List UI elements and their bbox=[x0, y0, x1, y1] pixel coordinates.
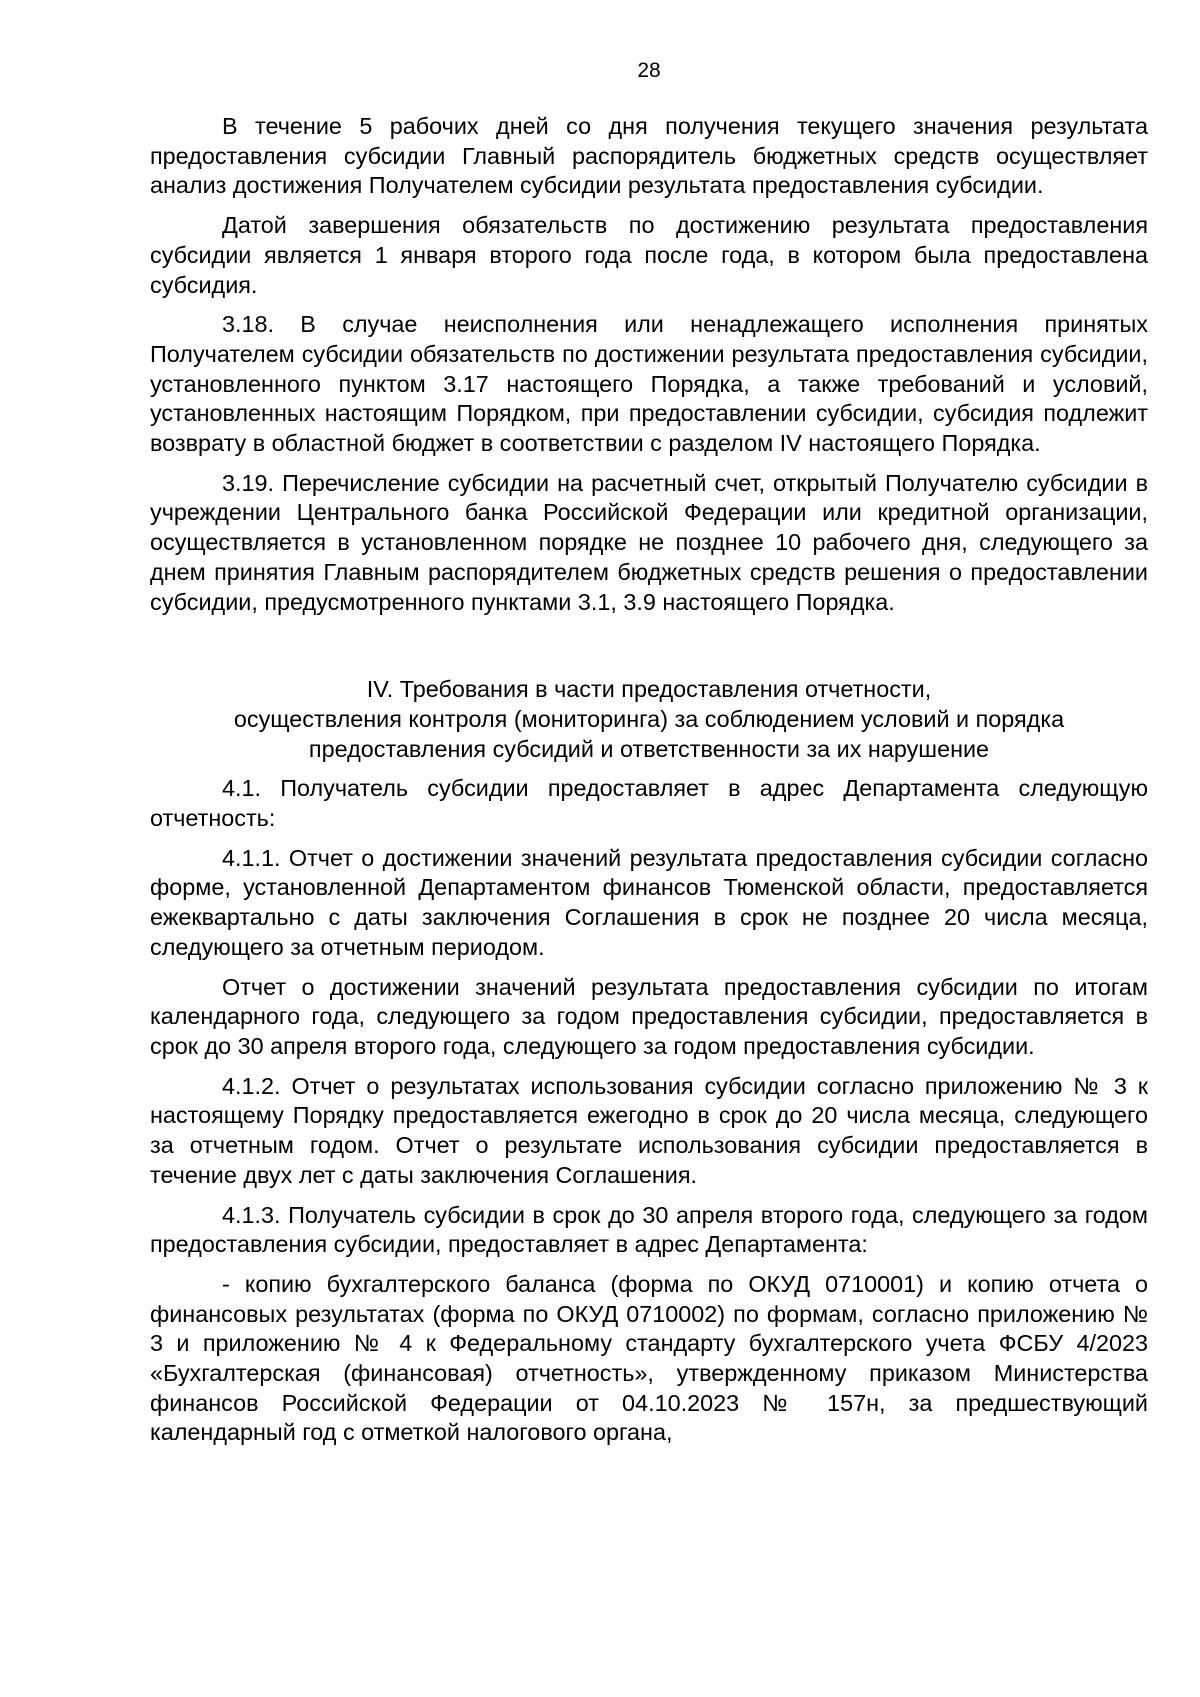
page-number: 28 bbox=[637, 59, 661, 82]
document-page bbox=[150, 56, 1148, 1458]
section-heading-line: предоставления субсидий и ответственности за их нарушение bbox=[308, 735, 990, 762]
paragraph-results-analysis: В течение 5 рабочих дней со дня получения текущего значения результата предоставления субсидии Главный распорядитель бюджетных средств осуществляет анализ достижения Получателем субсидии результата предоставления субсидии. bbox=[150, 113, 1148, 199]
paragraph-annual-report: Отчет о достижении значений результата предоставления субсидии по итогам календарного года, следующего за годом предоставления субсидии, предоставляется в срок до 30 апреля второго года, следующего за годом предоставления субсидии. bbox=[150, 973, 1148, 1059]
paragraph-4-1-2: 4.1.2. Отчет о результатах использования субсидии согласно приложению № 3 к настоящему Порядку предоставляется ежегодно в срок до 20 числа месяца, следующего за отчетным годом. Отчет о результате использования субсидии предоставляется в течение двух лет с даты заключения Соглашения. bbox=[150, 1072, 1148, 1188]
section-heading-iv bbox=[150, 675, 1148, 764]
paragraph-4-1-3: 4.1.3. Получатель субсидии в срок до 30 апреля второго года, следующего за годом предоставления субсидии, предоставляет в адрес Департамента: bbox=[150, 1201, 1148, 1258]
paragraph-balance-copy: - копию бухгалтерского баланса (форма по ОКУД 0710001) и копию отчета о финансовых результатах (форма по ОКУД 0710002) по формам, согласно приложению № 3 и приложению № 4 к Федеральному стандарту бухгалтерского учета ФСБУ 4/2023 «Бухгалтерская (финансовая) отчетность», утвержденному приказом Министерства финансов Российской Федерации от 04.10.2023 № 157н, за предшествующий календарный год с отметкой налогового органа, bbox=[150, 1270, 1148, 1446]
paragraph-3-19: 3.19. Перечисление субсидии на расчетный счет, открытый Получателю субсидии в учреждении Центрального банка Российской Федерации или кредитной организации, осуществляется в установленном порядке не позднее 10 рабочего дня, следующего за днем принятия Главным распорядителем бюджетных средств решения о предоставлении субсидии, предусмотренного пунктами 3.1, 3.9 настоящего Порядка. bbox=[150, 469, 1148, 615]
section-heading-line: осуществления контроля (мониторинга) за соблюдением условий и порядка bbox=[233, 705, 1065, 732]
paragraph-4-1: 4.1. Получатель субсидии предоставляет в адрес Департамента следующую отчетность: bbox=[150, 775, 1148, 832]
paragraph-4-1-1: 4.1.1. Отчет о достижении значений результата предоставления субсидии согласно форме, установленной Департаментом финансов Тюменской области, предоставляется ежеквартально с даты заключения Соглашения в срок не позднее 20 числа месяца, следующего за отчетным периодом. bbox=[150, 844, 1148, 960]
paragraph-3-18: 3.18. В случае неисполнения или ненадлежащего исполнения принятых Получателем субсидии обязательств по достижении результата предоставления субсидии, установленного пунктом 3.17 настоящего Порядка, а также требований и условий, установленных настоящим Порядком, при предоставлении субсидии, субсидия подлежит возврату в областной бюджет в соответствии с разделом IV настоящего Порядка. bbox=[150, 311, 1148, 457]
section-heading-line: IV. Требования в части предоставления отчетности, bbox=[366, 676, 932, 703]
paragraph-completion-date: Датой завершения обязательств по достижению результата предоставления субсидии является 1 января второго года после года, в котором была предоставлена субсидия. bbox=[150, 212, 1148, 298]
